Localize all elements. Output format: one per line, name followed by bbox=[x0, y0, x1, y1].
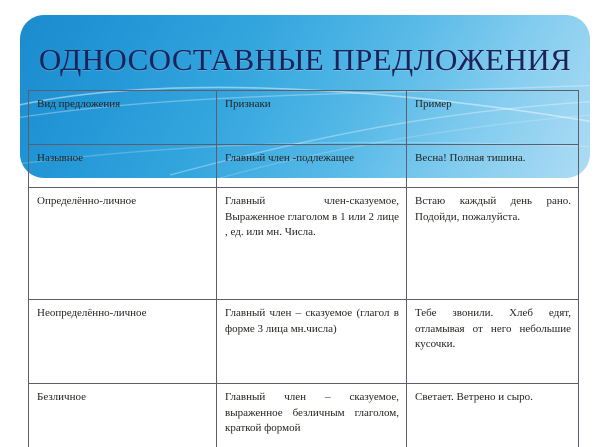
cell-type: Назывное bbox=[29, 145, 217, 188]
table-row bbox=[29, 145, 579, 188]
table-row bbox=[29, 384, 579, 447]
table-row bbox=[29, 188, 579, 300]
table-header-row bbox=[29, 91, 579, 145]
page-title: ОДНОСОСТАВНЫЕ ПРЕДЛОЖЕНИЯ bbox=[38, 42, 572, 77]
cell-type: Безличное bbox=[29, 384, 217, 447]
sentence-types-table bbox=[28, 90, 579, 447]
column-header-type: Вид предложения bbox=[29, 91, 217, 145]
cell-features: Главный член -подлежащее bbox=[217, 145, 407, 188]
cell-example: Тебе звонили. Хлеб едят, отламывая от него небольшие кусочки. bbox=[407, 300, 579, 384]
cell-features: Главный член – сказуемое (глагол в форме 3 лица мн.числа) bbox=[217, 300, 407, 384]
column-header-features: Признаки bbox=[217, 91, 407, 145]
cell-example: Весна! Полная тишина. bbox=[407, 145, 579, 188]
column-header-example: Пример bbox=[407, 91, 579, 145]
table-row bbox=[29, 300, 579, 384]
cell-type: Определённо-личное bbox=[29, 188, 217, 300]
cell-example: Светает. Ветрено и сыро. bbox=[407, 384, 579, 447]
cell-example: Встаю каждый день рано. Подойди, пожалуйста. bbox=[407, 188, 579, 300]
cell-type: Неопределённо-личное bbox=[29, 300, 217, 384]
cell-features: Главный член-сказуемое, Выраженное глаголом в 1 или 2 лице , ед. или мн. Числа. bbox=[217, 188, 407, 300]
cell-features: Главный член – сказуемое, выраженное безличным глаголом, краткой формой bbox=[217, 384, 407, 447]
